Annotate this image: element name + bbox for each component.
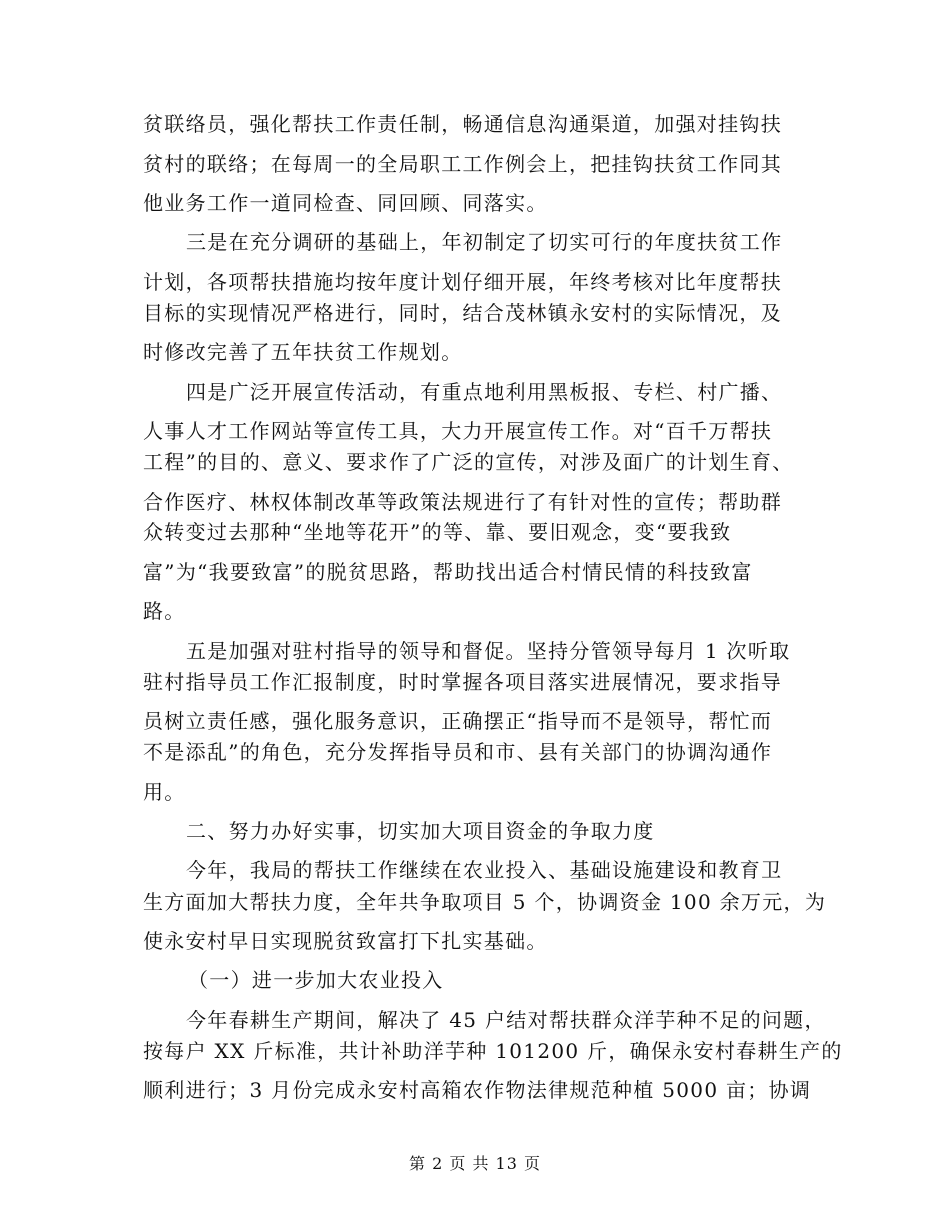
body-text-line: 使永安村早日实现脱贫致富打下扎实基础。	[143, 929, 548, 953]
paragraph-three-start: 三是在充分调研的基础上，年初制定了切实可行的年度扶贫工作	[186, 230, 783, 254]
body-text-line: 驻村指导员工作汇报制度，时时掌握各项目落实进展情况，要求指导	[143, 670, 782, 694]
body-text-line: 富”为“我要致富”的脱贫思路，帮助找出适合村情民情的科技致富	[143, 560, 753, 584]
body-text-line: 顺利进行；3 月份完成永安村高箱农作物法律规范种植 5000 亩；协调	[143, 1078, 812, 1102]
body-text-line: 员树立责任感，强化服务意识，正确摆正“指导而不是领导，帮忙而	[143, 709, 773, 733]
body-text-line: 生方面加大帮扶力度，全年共争取项目 5 个，协调资金 100 余万元，为	[143, 890, 827, 914]
paragraph-four-start: 四是广泛开展宣传活动，有重点地利用黑板报、专栏、村广播、	[186, 380, 783, 404]
body-text-line: 用。	[143, 780, 186, 804]
body-text-line: 合作医疗、林权体制改革等政策法规进行了有针对性的宣传；帮助群	[143, 490, 782, 514]
body-text-line: 路。	[143, 599, 186, 623]
body-text-line: 人事人才工作网站等宣传工具，大力开展宣传工作。对“百千万帮扶	[143, 419, 773, 443]
body-text-line: 贫联络员，强化帮扶工作责任制，畅通信息沟通渠道，加强对挂钩扶	[143, 112, 782, 136]
body-text-line: 工程”的目的、意义、要求作了广泛的宣传，对涉及面广的计划生育、	[143, 450, 794, 474]
paragraph-section-two-start: 今年，我局的帮扶工作继续在农业投入、基础设施建设和教育卫	[186, 858, 783, 882]
subsection-heading: （一）进一步加大农业投入	[188, 968, 444, 992]
body-text-line: 他业务工作一道同检查、同回顾、同落实。	[143, 191, 548, 215]
body-text-line: 时修改完善了五年扶贫工作规划。	[143, 340, 463, 364]
body-text-line: 按每户 XX 斤标准，共计补助洋芋种 101200 斤，确保永安村春耕生产的	[143, 1039, 843, 1063]
page-number-footer: 第 2 页 共 13 页	[409, 1154, 541, 1173]
paragraph-five-start: 五是加强对驻村指导的领导和督促。坚持分管领导每月 1 次听取	[186, 639, 791, 663]
paragraph-subsection-start: 今年春耕生产期间，解决了 45 户结对帮扶群众洋芋种不足的问题，	[186, 1008, 826, 1032]
body-text-line: 不是添乱”的角色，充分发挥指导员和市、县有关部门的协调沟通作	[143, 740, 773, 764]
body-text-line: 计划，各项帮扶措施均按年度计划仔细开展，年终考核对比年度帮扶	[143, 270, 782, 294]
body-text-line: 目标的实现情况严格进行，同时，结合茂林镇永安村的实际情况，及	[143, 301, 782, 325]
body-text-line: 众转变过去那种“坐地等花开”的等、靠、要旧观念，变“要我致	[143, 520, 732, 544]
section-heading: 二、努力办好实事，切实加大项目资金的争取力度	[186, 819, 655, 843]
body-text-line: 贫村的联络；在每周一的全局职工工作例会上，把挂钩扶贫工作同其	[143, 152, 782, 176]
